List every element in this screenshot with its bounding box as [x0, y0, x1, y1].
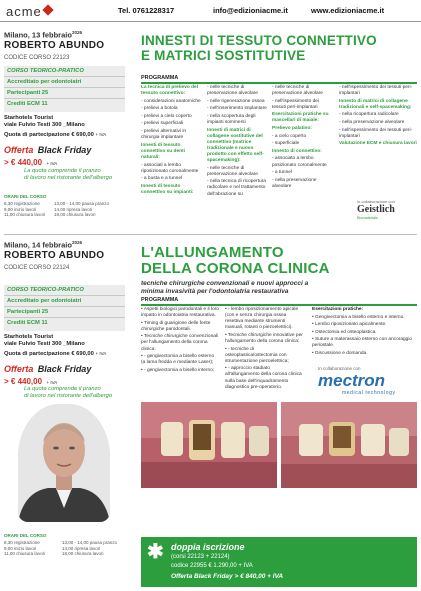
program-item: - nell'ispessimento dei tessuti peri-implantari [339, 127, 413, 139]
course1-type: CORSO TEORICO-PRATICO [4, 66, 125, 77]
course2-times-left: 8,30 registrazione 9,00 inizio lavori 11,00 chiusura lavori [4, 540, 46, 556]
course2-code: CODICE CORSO 22124 [4, 265, 70, 271]
program-item: - nelle rigenerazione ossea [207, 98, 265, 104]
program-item: - nelle tecniche di preservazione alveolare [207, 85, 258, 97]
course1-offer: Offerta Black Friday [4, 145, 92, 155]
course2-sponsor-caption: In collaborazione con [318, 366, 361, 371]
course2-exercises-title: Esercitazioni pratiche: [312, 307, 364, 312]
double-registration-price: codice 22955 € 1.290,00 + IVA [171, 563, 253, 569]
program-item: - nell'ispessimento dei tessuti peri-implantari [339, 85, 413, 97]
course1-program-col2 [207, 85, 267, 199]
program-item: - prelievi a botola [141, 106, 178, 112]
mectron-sub: medical technology [342, 390, 396, 396]
course1-program-header: PROGRAMMA [141, 75, 417, 84]
program-item: La tecnica di prelievo del tessuto connettivo: [141, 85, 199, 97]
course1-code: CODICE CORSO 22123 [4, 55, 70, 61]
course2-offer: Offerta Black Friday [4, 364, 92, 374]
course1-info-box [4, 66, 125, 112]
course2-date: Milano, 14 febbraio$^{2026}$ [4, 240, 82, 250]
course1-times-title: ORARI DEL CORSO [4, 194, 47, 199]
program-item: - nell'inserimento implantare [207, 106, 267, 112]
program-item: • Suture a materassaio esterno con ancoraggio periostale. [312, 337, 413, 349]
email-address[interactable]: info@edizioniacme.it [213, 6, 288, 15]
program-item: Innesti di matrici di collagene sostitutive del connettivo (matrice tradizionale e nuovo prodotto con effetto self-spacemaking): [207, 127, 264, 164]
course1-fee: Quota di partecipazione € 690,00 + IVA [4, 132, 107, 138]
course1-speaker: ROBERTO ABUNDO [4, 40, 105, 51]
program-item: • - gengivectomia a bisello interno; [141, 367, 215, 373]
course1-title: INNESTI DI TESSUTO CONNETTIVO E MATRICI SOSTITUTIVE [141, 33, 377, 63]
clinical-photo-right [281, 402, 417, 488]
program-item: - associati a lembo riposizionato coronalmente [141, 162, 199, 174]
course1-venue: Starhotels Tourist viale Fulvio Testi 300 _Milano [4, 115, 85, 128]
course1-accredited: Accreditato per odontoiatri [4, 77, 125, 88]
program-item: • Gengivectomia a bisello esterno e interno. [312, 314, 405, 320]
course2-speaker: ROBERTO ABUNDO [4, 250, 105, 261]
program-item: • Lembo riposizionato apicalmente. [312, 322, 387, 328]
course1-program-col1 [141, 85, 203, 198]
course2-program-header: PROGRAMMA [141, 297, 417, 306]
course2-offer-price: > € 440,00 + IVA [4, 377, 58, 386]
program-item: - prelievi alternativi in chirurgia implantare [141, 129, 187, 141]
double-registration-codes: (corsi 22123 + 22124) [171, 554, 230, 560]
course2-info-box [4, 285, 125, 331]
program-item: - associato a lembo posizionato coronalmente [272, 156, 327, 168]
double-registration-offer: Offerta Black Friday > € 840,00 + IVA [171, 573, 284, 580]
course1-participants: Partecipanti 25 [4, 88, 125, 99]
program-item: • Tecniche chirurgiche convenzionali per l'allungamento della corona clinica: [141, 334, 219, 352]
course2-fee: Quota di partecipazione € 690,00 + IVA [4, 351, 107, 357]
program-item: - nelle tecniche di preservazione alveolare [272, 85, 323, 97]
phone-number: Tel. 0761228317 [118, 6, 175, 15]
course1-program-col3 [272, 85, 334, 191]
course2-lunch-note: La quota comprende il pranzo di lavoro nel ristorante dell'albergo [24, 386, 113, 399]
program-item: - nelle tecniche di preservazione alveolare [207, 165, 258, 177]
program-item: • Ostectomia ed osteoplastica. [312, 329, 377, 335]
program-item: Innesti di tessuto connettivo su impianti: [141, 183, 194, 195]
program-item: - prelievi superficiali [141, 121, 184, 127]
course1-program-col4 [339, 85, 417, 149]
double-registration-title: doppia iscrizione [171, 542, 245, 552]
clinical-photo-left [141, 402, 277, 488]
program-item: - a busta e a tunnel [141, 176, 183, 182]
program-item: • Timing di guarigione delle ferite chirurgiche parodontali. [141, 320, 211, 332]
program-item: - a cielo coperto [272, 133, 307, 139]
course2-participants: Partecipanti 25 [4, 307, 125, 318]
course1-times-right: 13,00 - 14,00 pausa pranzo 14,00 ripresa lavori 18,00 chiusura lavori [54, 201, 110, 217]
asterisk-icon: ✱ [147, 541, 164, 563]
program-item: - prelievi a cielo coperto [141, 113, 192, 119]
course2-ecm: Crediti ECM 11 [7, 320, 48, 326]
program-item: - nell'ispessimento dei tessuti peri-implantari [272, 98, 320, 110]
course2-program-col2 [225, 307, 303, 392]
double-registration-box [141, 537, 417, 587]
course2-accredited: Accreditato per odontoiatri [4, 296, 125, 307]
program-item: Innesto di connettivo: [272, 148, 322, 154]
program-item: • - tecniche di osteoplastica/ostectomia con strumentazione piezoelettrica; [225, 346, 289, 364]
program-item: • Tecniche chirurgiche innovative per l'allungamento della corona clinica: [225, 332, 303, 344]
program-item: Innesto di matrici di collagene tradizionali e self-spacemaking: [339, 98, 412, 110]
mectron-logo: mectron [318, 371, 386, 390]
acme-logo: acme [6, 4, 42, 19]
program-item: Valutazione ECM e chiusura lavori [339, 141, 417, 147]
geistlich-sub: Biomaterials [357, 216, 378, 220]
program-item: Prelievo palatino: [272, 126, 312, 132]
program-item: - considerazioni anatomiche [141, 98, 201, 104]
course2-times-title: ORARI DEL CORSO [4, 533, 47, 538]
course1-date: Milano, 13 febbraio$^{2026}$ [4, 30, 82, 40]
program-item: • - lembo riposizionamento apicale (con e senza chirurgia ossea resettiva mediante strumenti manuali, rotanti o piezoelettrici). [225, 307, 299, 331]
course1-ecm: Crediti ECM 11 [7, 101, 48, 107]
program-item: - nella scopertura degli impianti sommersi [207, 113, 256, 125]
website-link[interactable]: www.edizioniacme.it [311, 6, 385, 15]
section-divider [4, 234, 417, 235]
program-item: Esercitazioni pratiche su mascellari di maiale: [272, 112, 329, 124]
program-item: - a tunnel [272, 170, 293, 176]
program-item: • - gengivectomia a bisello esterno (a lama fredda e mediante Laser); [141, 354, 215, 366]
course2-title: L'ALLUNGAMENTO DELLA CORONA CLINICA [141, 244, 330, 277]
program-item: - nella ricopertura radicolare [339, 112, 399, 118]
course2-venue: Starhotels Tourist viale Fulvio Testi 300 _Milano [4, 334, 85, 347]
course1-sponsor-caption: In collaborazione con [357, 199, 395, 204]
program-item: • Discussione e domanda. [312, 351, 368, 357]
course1-lunch-note: La quota comprende il pranzo di lavoro nel ristorante dell'albergo [24, 168, 113, 181]
program-item: • Aspetti biologici parodontali e il loro impatto in odontoiatria restaurativa. [141, 307, 219, 319]
course2-subtitle: tecniche chirurgiche convenzionali e nuovi approcci a minima invasività per l'odontoiatria restaurativa [141, 280, 309, 295]
program-item: - superficiale [272, 141, 300, 147]
speaker-photo [18, 404, 110, 522]
course1-times-left: 8,30 registrazione 9,00 inizio lavori 11,00 chiusura lavori [4, 201, 46, 217]
course2-times-right: 13,00 - 14,00 pausa pranzo 14,00 ripresa lavori 18,00 chiusura lavori [62, 540, 118, 556]
program-item: - nella preservazione alveolare [272, 177, 317, 189]
program-item: • - approccio stadiato all'allungamento della corona clinica sulla base dell'inquadramento diagnostico pre-operatorio. [225, 366, 302, 390]
program-item: Innesti di tessuto connettivo su denti naturali: [141, 142, 185, 160]
program-item: - nella tecnica di ricopertura radicolare e nel trattamento dell'abrazione su [207, 179, 266, 197]
program-item: - nella preservazione alveolare [339, 119, 405, 125]
geistlich-logo: Geistlich [357, 204, 395, 215]
course1-offer-price: > € 440,00 + IVA [4, 158, 58, 167]
course2-program-col1 [141, 307, 219, 375]
course2-program-col3 [312, 307, 415, 359]
course2-type: CORSO TEORICO-PRATICO [4, 285, 125, 296]
